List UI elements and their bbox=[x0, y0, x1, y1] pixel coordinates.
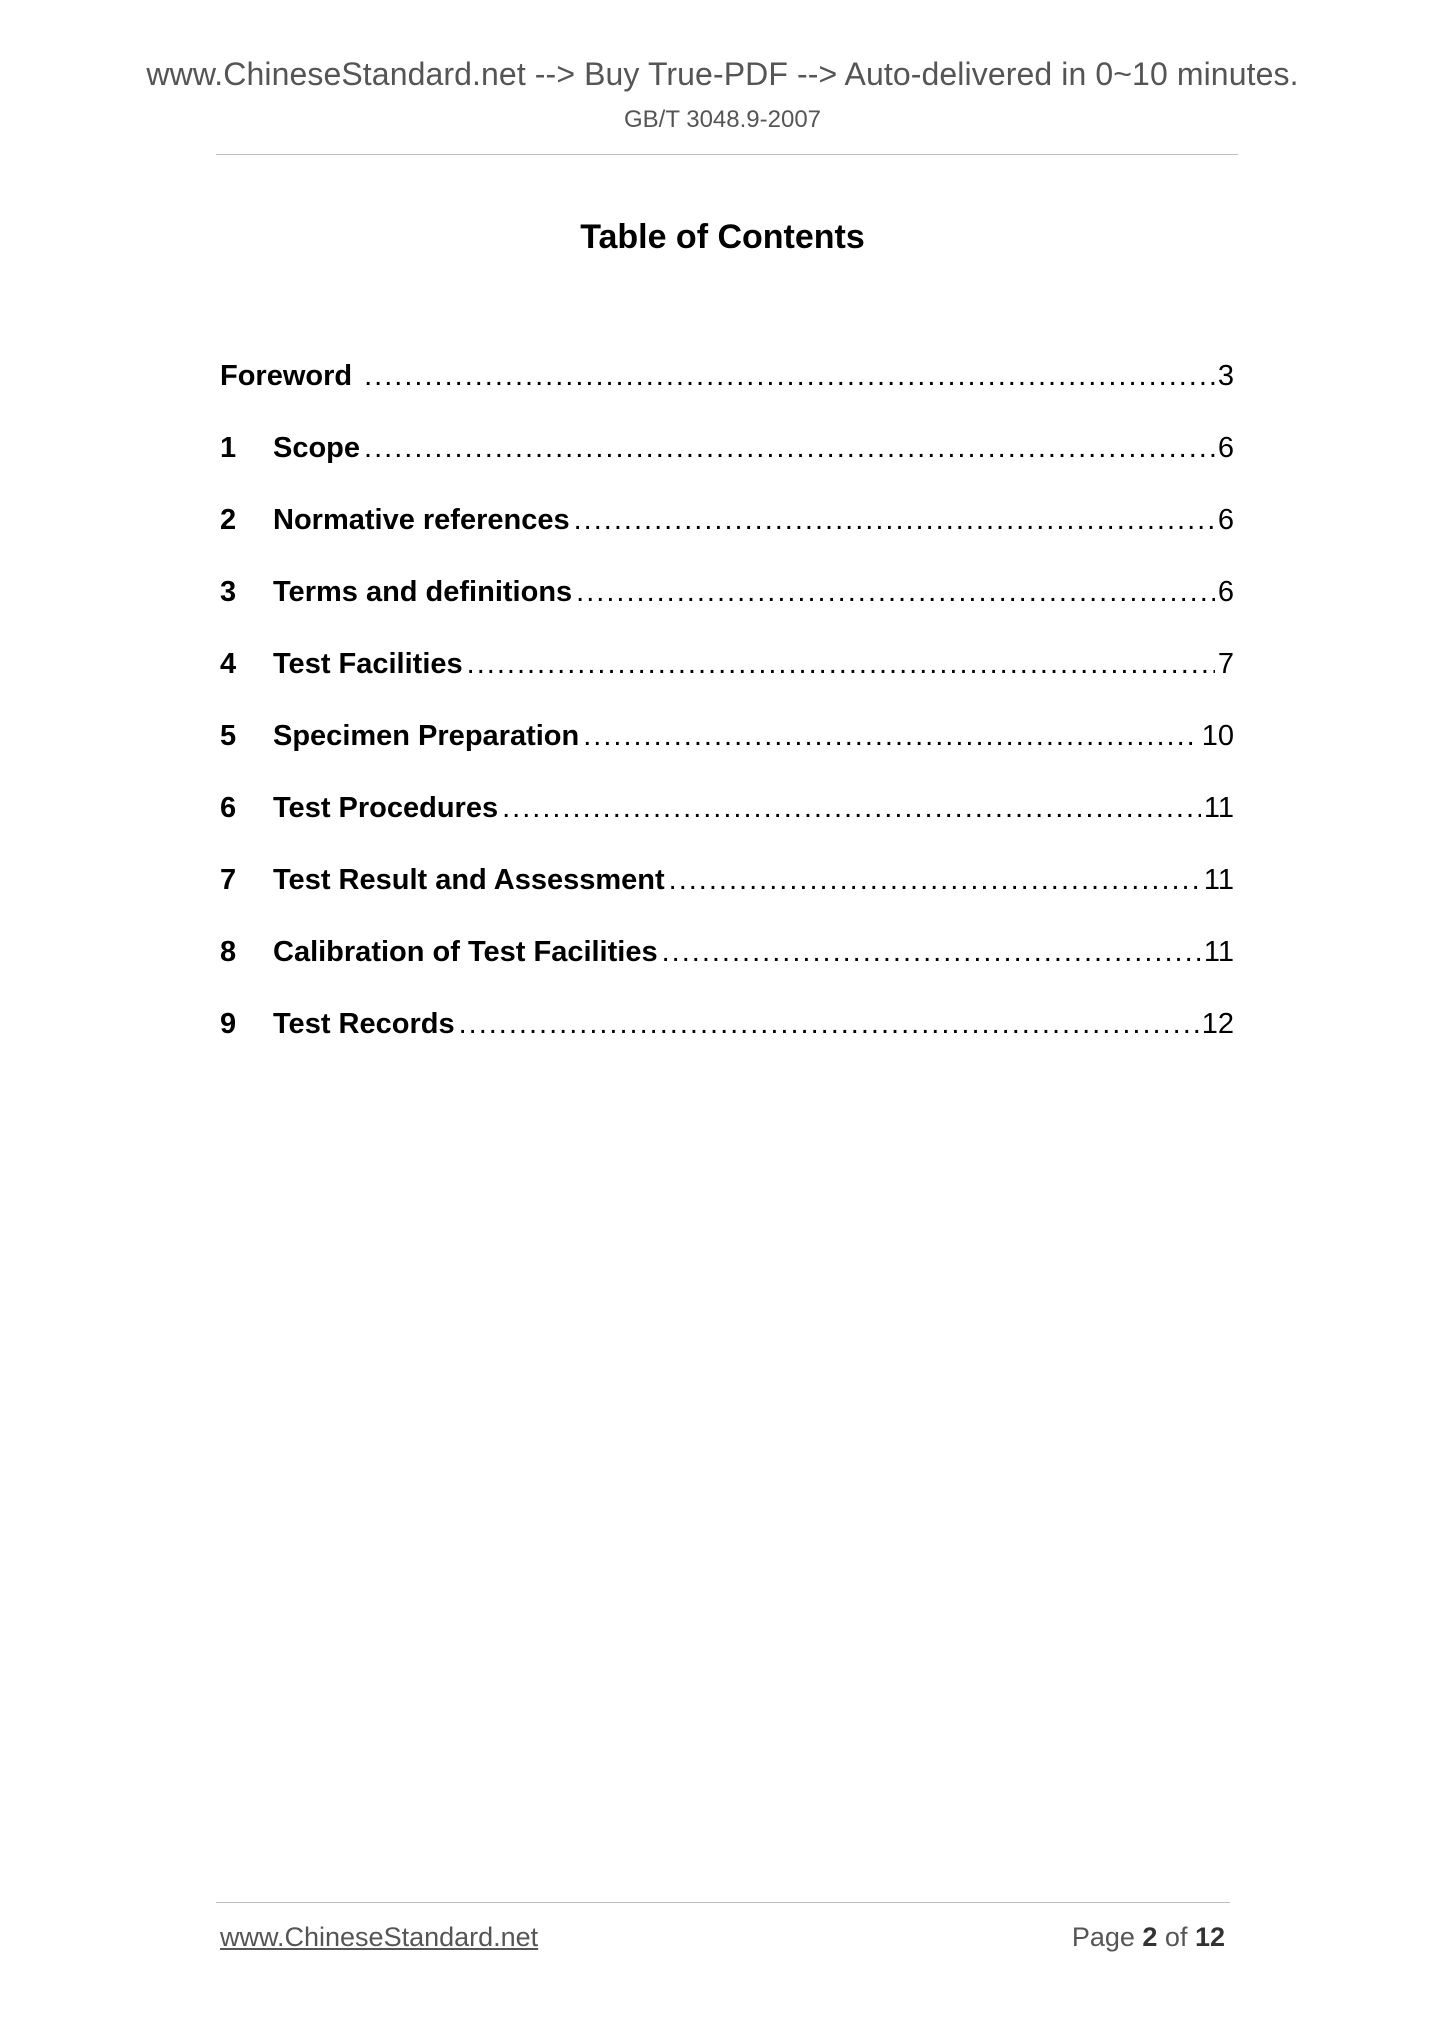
toc-entry-page: 12 bbox=[1201, 1008, 1234, 1040]
toc-title: Table of Contents bbox=[580, 218, 865, 256]
toc-entry-label: Test Facilities bbox=[273, 648, 463, 680]
toc-dot-leader bbox=[364, 354, 1215, 398]
toc-entry-number: 9 bbox=[220, 1008, 237, 1040]
document-id: GB/T 3048.9-2007 bbox=[623, 106, 822, 133]
page-prefix: Page bbox=[1071, 1922, 1143, 1952]
footer-website-link[interactable]: www.ChineseStandard.net bbox=[220, 1922, 539, 1952]
toc-dot-leader bbox=[502, 786, 1201, 830]
toc-entry-page: 6 bbox=[1217, 504, 1234, 536]
toc-entry-normative-references[interactable] bbox=[220, 498, 1234, 570]
toc-entry-calibration-of-test-facilities[interactable] bbox=[220, 930, 1234, 1002]
toc-dot-leader bbox=[364, 426, 1215, 470]
toc-entry-test-facilities[interactable] bbox=[220, 642, 1234, 714]
toc-dot-leader bbox=[467, 642, 1215, 686]
toc-entry-number: 4 bbox=[220, 648, 237, 680]
toc-entry-page: 10 bbox=[1201, 720, 1234, 752]
toc-entry-foreword[interactable] bbox=[220, 354, 1234, 426]
toc-entry-label: Foreword bbox=[220, 360, 353, 392]
page-current: 2 bbox=[1142, 1922, 1158, 1952]
toc-entry-page: 11 bbox=[1203, 936, 1234, 968]
page-of: of bbox=[1157, 1922, 1195, 1952]
toc-entry-page: 11 bbox=[1203, 792, 1234, 824]
toc-entry-terms-and-definitions[interactable] bbox=[220, 570, 1234, 642]
toc-entry-label: Test Procedures bbox=[273, 792, 499, 824]
page-total: 12 bbox=[1194, 1922, 1225, 1952]
toc-entry-label: Test Result and Assessment bbox=[273, 864, 665, 896]
toc-entry-page: 3 bbox=[1217, 360, 1234, 392]
toc-entry-label: Scope bbox=[273, 432, 361, 464]
toc-entry-test-result-and-assessment[interactable] bbox=[220, 858, 1234, 930]
footer-divider bbox=[216, 1902, 1230, 1903]
toc-dot-leader bbox=[583, 714, 1199, 758]
toc-entry-label: Test Records bbox=[273, 1008, 455, 1040]
toc-entry-specimen-preparation[interactable] bbox=[220, 714, 1234, 786]
toc-entry-number: 8 bbox=[220, 936, 237, 968]
toc-entry-page: 6 bbox=[1217, 432, 1234, 464]
page-number bbox=[1072, 1922, 1225, 1953]
toc-entry-number: 1 bbox=[220, 432, 237, 464]
toc-entry-number: 2 bbox=[220, 504, 237, 536]
toc-entry-label: Normative references bbox=[273, 504, 570, 536]
toc-entry-number: 3 bbox=[220, 576, 237, 608]
toc-entry-label: Specimen Preparation bbox=[273, 720, 580, 752]
toc-entry-number: 5 bbox=[220, 720, 237, 752]
toc-dot-leader bbox=[574, 498, 1215, 542]
toc-dot-leader bbox=[576, 570, 1215, 614]
toc-dot-leader bbox=[662, 930, 1201, 974]
toc-entry-number: 6 bbox=[220, 792, 237, 824]
header-divider bbox=[216, 154, 1238, 155]
toc-entry-number: 7 bbox=[220, 864, 237, 896]
toc-entry-test-procedures[interactable] bbox=[220, 786, 1234, 858]
toc-entry-page: 11 bbox=[1203, 864, 1234, 896]
toc-list bbox=[220, 354, 1234, 1074]
header-banner: www.ChineseStandard.net --> Buy True-PDF --> Auto-delivered in 0~10 minutes. bbox=[146, 56, 1299, 92]
toc-dot-leader bbox=[459, 1002, 1199, 1046]
toc-entry-label: Calibration of Test Facilities bbox=[273, 936, 658, 968]
toc-entry-page: 6 bbox=[1217, 576, 1234, 608]
toc-entry-page: 7 bbox=[1217, 648, 1234, 680]
toc-entry-scope[interactable] bbox=[220, 426, 1234, 498]
toc-dot-leader bbox=[669, 858, 1201, 902]
toc-entry-label: Terms and definitions bbox=[273, 576, 573, 608]
toc-entry-test-records[interactable] bbox=[220, 1002, 1234, 1074]
